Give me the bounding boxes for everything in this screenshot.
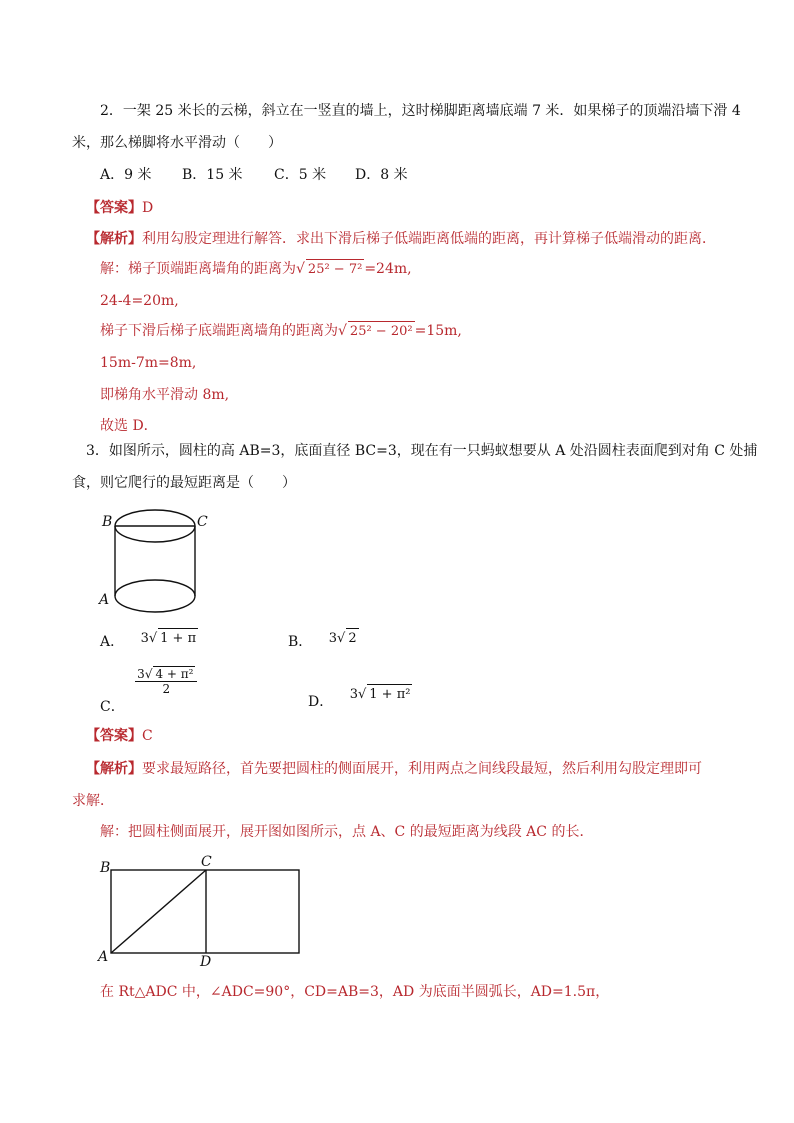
- label-c: C: [201, 854, 212, 870]
- q2-solution-4: 15m-7m=8m,: [100, 355, 197, 371]
- q2-option-d: D．8 米: [355, 167, 408, 183]
- q2-solution-5: 即梯角水平滑动 8m,: [100, 387, 230, 403]
- q3-solution-1: 解：把圆柱侧面展开，展开图如图所示，点 A、C 的最短距离为线段 AC 的长．: [100, 824, 594, 840]
- label-b: B: [102, 514, 113, 530]
- sqrt-expression: √ 1 + π: [149, 628, 198, 649]
- option-label: A．: [100, 634, 125, 650]
- sqrt-expression: √ 25² − 20²: [338, 321, 415, 342]
- answer-value: C: [142, 728, 153, 744]
- q3-option-d: [308, 687, 412, 713]
- sqrt-expression: √ 1 + π²: [358, 684, 412, 705]
- q3-stem-line1: 3．如图所示，圆柱的高 AB=3，底面直径 BC=3，现在有一只蚂蚁想要从 A 处沿圆柱表面爬到对角 C 处捕: [86, 443, 758, 459]
- label-d: D: [200, 954, 212, 970]
- radicand: 4 + π²: [155, 667, 194, 681]
- radicand: 1 + π: [158, 628, 198, 649]
- fraction-numerator: [135, 666, 197, 682]
- label-c: C: [197, 514, 208, 530]
- option-a-math: [141, 631, 199, 646]
- q3-option-b: [288, 632, 359, 653]
- fraction-denominator: 2: [162, 682, 171, 696]
- solution-result: =24m,: [364, 261, 412, 277]
- label-a: A: [98, 949, 109, 965]
- q2-solution-3: [100, 321, 462, 342]
- answer-tag: 【答案】: [86, 200, 142, 216]
- radicand: 1 + π²: [367, 684, 412, 705]
- label-b: B: [100, 860, 111, 876]
- q2-stem-line2: 米，那么梯脚将水平滑动（ ）: [72, 135, 282, 151]
- q2-option-b: B．15 米: [182, 167, 243, 183]
- q3-stem-line2: 食，则它爬行的最短距离是（ ）: [72, 475, 296, 491]
- radicand: 2: [346, 628, 358, 649]
- analysis-text: 利用勾股定理进行解答．求出下滑后梯子低端距离低端的距离，再计算梯子低端滑动的距离．: [142, 231, 716, 247]
- option-label: B．: [288, 634, 313, 650]
- q3-solution-2: 在 Rt△ADC 中，∠ADC=90°，CD=AB=3，AD 为底面半圆弧长，AD=1.5π，: [100, 984, 610, 1000]
- q3-answer: [86, 726, 153, 746]
- solution-text: 解：梯子顶端距离墙角的距离为: [100, 261, 296, 277]
- label-a: A: [99, 592, 110, 608]
- option-label: C．: [100, 699, 125, 715]
- unrolled-figure: [96, 850, 311, 970]
- coefficient: 3: [137, 667, 145, 681]
- unrolled-rectangle: [111, 870, 299, 953]
- answer-value: D: [142, 200, 154, 216]
- cylinder-bottom-ellipse: [115, 580, 195, 612]
- q2-option-a: A．9 米: [100, 167, 152, 183]
- sqrt-expression: √ 2: [337, 628, 359, 649]
- solution-result: =15m,: [414, 323, 462, 339]
- sqrt-expression: √ 4 + π²: [144, 667, 194, 681]
- q3-option-c: [100, 666, 197, 715]
- analysis-tag: 【解析】: [86, 231, 142, 247]
- option-label: D．: [308, 694, 334, 710]
- option-c-fraction: [135, 666, 197, 696]
- cylinder-figure: [96, 508, 216, 616]
- q3-analysis-line1: [86, 759, 702, 779]
- q2-answer: [86, 198, 153, 218]
- solution-text: 梯子下滑后梯子底端距离墙角的距离为: [100, 323, 338, 339]
- q3-option-a: [100, 632, 198, 653]
- coefficient: 3: [328, 631, 338, 646]
- q2-analysis: [86, 229, 716, 249]
- q2-solution-2: 24-4=20m,: [100, 293, 179, 309]
- segment-ac: [111, 870, 206, 953]
- q3-analysis-line2: 求解．: [72, 793, 114, 809]
- analysis-text: 要求最短路径，首先要把圆柱的侧面展开，利用两点之间线段最短，然后利用勾股定理即可: [142, 761, 702, 777]
- q2-stem-line1: 2．一架 25 米长的云梯，斜立在一竖直的墙上，这时梯脚距离墙底端 7 米．如果梯子的顶端沿墙下滑 4: [100, 103, 741, 119]
- answer-tag: 【答案】: [86, 728, 142, 744]
- radicand: 25² − 20²: [348, 321, 415, 342]
- sqrt-expression: √ 25² − 7²: [296, 259, 364, 280]
- q2-solution-1: [100, 259, 412, 280]
- radicand: 25² − 7²: [306, 259, 364, 280]
- q2-solution-6: 故选 D．: [100, 418, 158, 434]
- analysis-tag: 【解析】: [86, 761, 142, 777]
- option-d-math: [350, 687, 413, 702]
- coefficient: 3: [349, 687, 358, 702]
- coefficient: 3: [140, 631, 149, 646]
- q2-option-c: C．5 米: [274, 167, 327, 183]
- option-b-math: [329, 631, 359, 646]
